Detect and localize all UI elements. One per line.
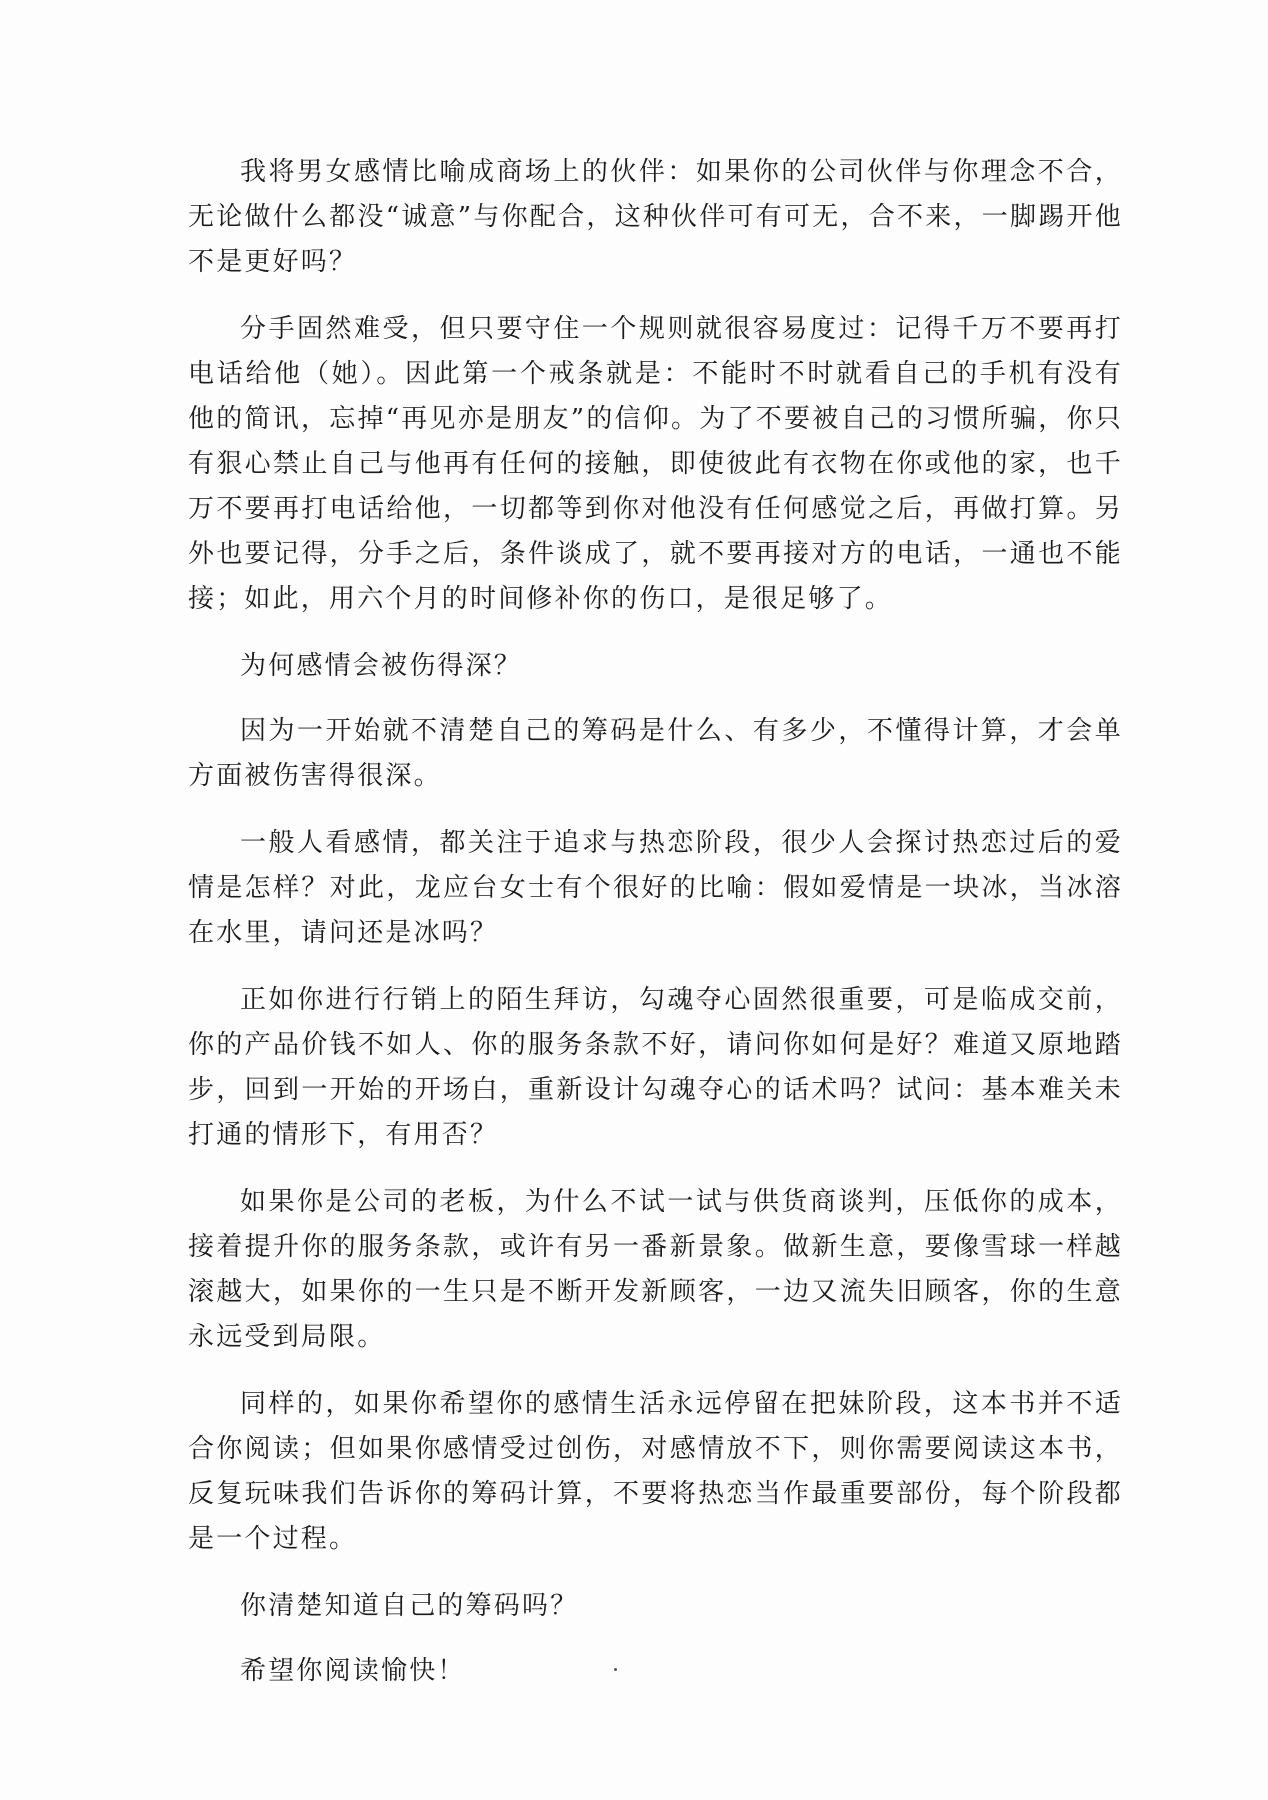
paragraph-2: 分手固然难受，但只要守住一个规则就很容易度过：记得千万不要再打电话给他（她）。因此第一个戒条就是：不能时不时就看自己的手机有没有他的简讯，忘掉“再见亦是朋友”的信仰。为了不要被自己的习惯所骗，你只有狠心禁止自己与他再有任何的接触，即使彼此有衣物在你或他的家，也千万不要再打电话给他，一切都等到你对他没有任何感觉之后，再做打算。另外也要记得，分手之后，条件谈成了，就不要再接对方的电话，一通也不能接；如此，用六个月的时间修补你的伤口，是很足够了。 <box>188 314 1123 614</box>
page-mark <box>614 1668 617 1671</box>
paragraph-7: 如果你是公司的老板，为什么不试一试与供货商谈判，压低你的成本，接着提升你的服务条款，或许有另一番新景象。做新生意，要像雪球一样越滚越大，如果你的一生只是不断开发新顾客，一边又流失旧顾客，你的生意永远受到局限。 <box>188 1187 1123 1352</box>
paragraph-5: 一般人看感情，都关注于追求与热恋阶段，很少人会探讨热恋过后的爱情是怎样？对此，龙应台女士有个很好的比喻：假如爱情是一块冰，当冰溶在水里，请问还是冰吗？ <box>188 828 1123 948</box>
paragraph-4: 因为一开始就不清楚自己的筹码是什么、有多少，不懂得计算，才会单方面被伤害得很深。 <box>188 716 1123 791</box>
paragraph-3: 为何感情会被伤得深？ <box>240 651 523 681</box>
paragraph-1: 我将男女感情比喻成商场上的伙伴：如果你的公司伙伴与你理念不合，无论做什么都没“诚意”与你配合，这种伙伴可有可无，合不来，一脚踢开他不是更好吗？ <box>188 157 1123 277</box>
paragraph-8: 同样的，如果你希望你的感情生活永远停留在把妹阶段，这本书并不适合你阅读；但如果你感情受过创伤，对感情放不下，则你需要阅读这本书，反复玩味我们告诉你的筹码计算，不要将热恋当作最重要部份，每个阶段都是一个过程。 <box>188 1389 1123 1554</box>
paragraph-6: 正如你进行行销上的陌生拜访，勾魂夺心固然很重要，可是临成交前，你的产品价钱不如人、你的服务条款不好，请问你如何是好？难道又原地踏步，回到一开始的开场白，重新设计勾魂夺心的话术吗？试问：基本难关未打通的情形下，有用否？ <box>188 985 1123 1150</box>
body-text <box>188 150 1123 1714</box>
paragraph-9: 你清楚知道自己的筹码吗？ <box>240 1591 579 1621</box>
paragraph-10: 希望你阅读愉快！ <box>240 1656 466 1686</box>
